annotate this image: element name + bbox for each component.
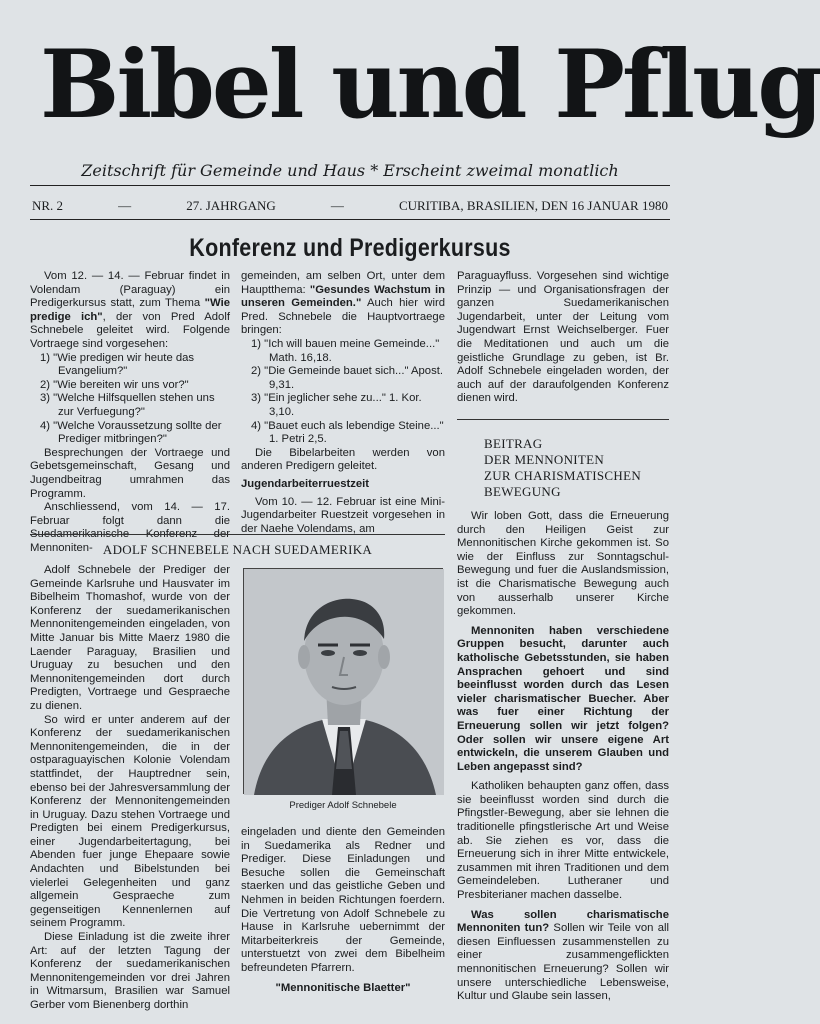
issue-volume: 27. JAHRGANG [186,197,276,213]
list-item: 1) "Ich will bauen meine Gemeinde..." Math. 16,18. [251,337,440,364]
list-item: 2) "Die Gemeinde bauet sich..." Apost. 9,31. [251,365,444,391]
article3-paragraph: Wir loben Gott, dass die Erneuerung durch den Heiligen Geist zur Mennonitischen Kirche gekommen ist. So wie der Einfluss zur Sonntagschul-Bewegung und fuer die Auslandsmission, ist die Charismatische Bewegung auch von ausserhalb unserer Kirche gekommen. [457,510,669,618]
list-item: 2) "Wie bereiten wir uns vor?" [40,378,189,391]
masthead-title: Bibel und Pflug [40,30,820,140]
bold-text-run: Was sollen charismatische Mennoniten tun? [457,908,669,935]
portrait-illustration [244,569,444,795]
issue-number: NR. 2 [32,197,64,213]
masthead-subtitle: Zeitschrift für Gemeinde und Haus * Erscheint zweimal monatlich [30,158,670,186]
divider [30,534,445,535]
article1-column-3 [457,270,669,406]
article1-paragraph: Vom 10. — 12. Februar ist eine Mini-Jugendarbeiter Ruestzeit vorgesehen in der Naehe Volendams, am [241,495,445,535]
article3-paragraph-bold: Mennoniten haben verschiedene Gruppen besucht, darunter auch katholische Gebetsstunden, sie haben Ansprachen gehoert und sind beeinflusst worden durch das Lesen vieler charismatischer Buecher. Aber was fuer einer Richtung der Erneuerung sollen wir jetzt folgen? Oder sollen wir unsere eigene Art entwickeln, die unserem Glauben und Leben angepasst sind? [457,624,669,773]
text-run: Sollen wir Teile von all diesen Einfluessen zusammenstellen zu einer zusammengeflickten mennonitischen Erneuerung? Sollen wir unsere unterschiedliche Lebensweise, Kultur und Glaube sein lassen, [457,922,669,1003]
article2-paragraph: Adolf Schnebele der Prediger der Gemeinde Karlsruhe und Hausvater im Bibelheim Thomashof, wurde von der Konferenz der suedamerikanischen Mennonitengemeinden eingeladen, von Mitte Januar bis Mitte Maerz 1980 die Laender Paraguay, Brasilien und Uruguay zu besuchen und den Mennonitengemeinden dort durch Predigten, Vortraege und Gespraeche zu dienen. [30,564,230,712]
article2-paragraph: So wird er unter anderem auf der Konferenz der suedamerikanischen Mennonitengemeinden, die in der ostparaguayischen Kolonie Volendam stattfindet, der Hauptredner sein, ebenso bei der Jahresversammlung der Konferenz der Mennonitengemeinden in Uruguay. Dazu stehen Vortraege und Predigten bei einem Predigerkursus, einer Jugendarbeitertagung, bei Abenden fuer junge Ehepaare sowie Andachten und Bibelstunden bei vielerlei Gelegenheiten und ganz allgemein Gespraeche zum gegenseitigen Kennenlernen auf seinem Programm. [30,713,230,930]
article1-paragraph: Besprechungen der Vortraege und Gebetsgemeinschaft, Gesang und Jugendbeitrag umrahmen das Programm. [30,446,230,500]
issue-dash-1: — [118,197,132,213]
list-item: 3) "Ein jeglicher sehe zu..." 1. Kor. 3,10. [251,392,422,418]
title-line: BEWEGUNG [484,484,561,499]
article1-paragraph: Anschliessend, vom 14. — 17. Februar folgt dann die Suedamerikanische Konferenz der Mennoniten- [30,501,230,554]
article3-paragraph: Katholiken behaupten ganz offen, dass sie beeinflusst worden sind durch die Pfingstler-Bewegung, aber sie lehnen die traditionelle pfingstlerische Art und Weise ab. Sie ziehen es vor, dass die Erneuerung sich in ihrer Mitte entwickele, zusammen mit ihren Traditionen und dem Gemeindeleben. Lutheraner und Presbiterianer machen dasselbe. [457,780,669,902]
article3-paragraph [457,909,669,1004]
issue-dash-2: — [330,197,344,213]
article1-paragraph: Die Bibelarbeiten werden von anderen Predigern geleitet. [241,446,445,473]
photo-caption: Prediger Adolf Schnebele [289,800,397,811]
list-item: 3) "Welche Hilfsquellen stehen uns zur Verfuegung?" [40,392,215,418]
article2-paragraph: Diese Einladung ist die zweite ihrer Art: auf der letzten Tagung der Konferenz der suedamerikanischen Mennonitengemeinden vor drei Jahren in Witmarsum, Brasilien war Samuel Gerber vom Bienenberg dorthin [30,931,230,1011]
list-item: 1) "Wie predigen wir heute das Evangelium?" [40,351,195,378]
article1-paragraph [241,270,445,338]
source-attribution: "Mennonitische Blaetter" [275,981,411,994]
list-item: 4) "Welche Voraussetzung sollte der Prediger mitbringen?" [40,419,222,446]
article3-title [484,436,664,500]
article2-paragraph: eingeladen und diente den Gemeinden in Suedamerika als Redner und Prediger. Diese Einladungen und Besuche sollen die Gemeinschaft staerken und das geistliche Geben und Nehmen in beiden Richtungen foerdern. Die Vertretung von Adolf Schnebele zu Hause in Karlsruhe uebernimmt der Mitarbeiterkreis der Gemeinde, unterstuetzt von zwei dem Bibelheim befreundeten Pfarrern. [241,826,445,974]
article1-paragraph [30,270,230,352]
bold-text-run: "Gesundes Wachstum in unseren Gemeinden." [241,283,445,310]
issue-place-date: CURITIBA, BRASILIEN, DEN 16 JANUAR 1980 [398,197,668,213]
subheading: Jugendarbeiterruestzeit [241,477,370,490]
article3-column [457,510,669,1004]
article2-column-2 [241,826,445,995]
list-item: 4) "Bauet euch als lebendige Steine..." 1. Petri 2,5. [251,419,444,446]
article1-headline: Konferenz und Predigerkursus [189,234,511,262]
article2-column-1 [30,564,230,1013]
lecture-list [247,338,445,447]
article2-title: ADOLF SCHNEBELE NACH SUEDAMERIKA [102,542,373,557]
article1-column-2 [241,270,445,536]
lecture-list [36,352,230,447]
portrait-photo [243,568,443,794]
article1-paragraph: Paraguayfluss. Vorgesehen sind wichtige Prinzip — und Organisationsfragen der ganzen Suedamerikanischen Jugendarbeit, unter der Leitung vom Jugendwart Ernst Weichselberger. Fuer die Meditationen und auch um die geistliche Grundlage zu geben, ist Br. Adolf Schnebele eingeladen worden, der auch auf der daraufolgenden Konferenz dienen wird. [457,270,669,405]
text-run: Auch hier wird Pred. Schnebele die Hauptvortraege bringen: [241,297,446,337]
title-line: DER MENNONITEN [484,452,605,467]
divider [457,419,669,420]
title-line: BEITRAG [484,436,543,451]
title-line: ZUR CHARISMATISCHEN [484,468,642,483]
issue-line [30,196,670,220]
text-run: , der von Pred Adolf Schnebele geleitet wird. Folgende Vortraege sind vorgesehen: [30,310,230,350]
text-run: gemeinden, am selben Ort, unter dem Hauptthema: [241,270,445,296]
article1-column-1 [30,270,230,555]
bold-text-run: "Wie predige ich" [30,297,230,323]
text-run: Vom 12. — 14. — Februar findet in Volendam (Paraguay) ein Predigerkursus statt, zum Thema [30,270,230,310]
